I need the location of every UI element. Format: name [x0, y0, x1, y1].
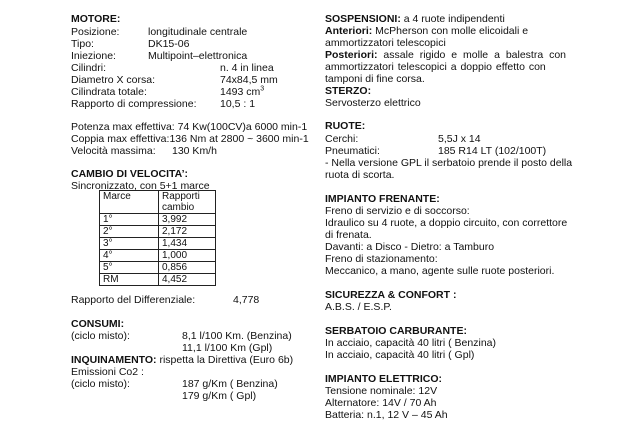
- gear-table-header: [100, 191, 216, 214]
- motore-label-cilindri: Cilindri:: [71, 62, 107, 74]
- motore-title: MOTORE:: [71, 13, 121, 25]
- gear-rapporto: 2,172: [159, 226, 216, 238]
- motore-value-cilindrata: [220, 86, 264, 98]
- consumi-label: (ciclo misto):: [71, 330, 130, 342]
- motore-value-tipo: DK15-06: [148, 38, 190, 50]
- inquinamento-title: INQUINAMENTO:: [71, 354, 157, 366]
- sicurezza-text: A.B.S. / E.S.P.: [325, 301, 392, 313]
- sospensioni-text: a 4 ruote indipendenti: [400, 13, 505, 25]
- pneumatici-label: Pneumatici:: [325, 145, 380, 157]
- motore-label-cilindrata: Cilindrata totale:: [71, 86, 147, 98]
- serbatoio-title: SERBATOIO CARBURANTE:: [325, 325, 467, 337]
- gear-row: [100, 262, 216, 274]
- gear-ratio-table: [99, 190, 216, 286]
- gear-row: [100, 238, 216, 250]
- gear-row: [100, 250, 216, 262]
- gear-marcia: RM: [100, 274, 159, 286]
- serbatoio-line2: In acciaio, capacità 40 litri ( Gpl): [325, 349, 475, 361]
- ruote-note-line2: ruota di scorta.: [325, 169, 395, 181]
- frenante-title: IMPIANTO FRENANTE:: [325, 193, 440, 205]
- sterzo-title: STERZO:: [325, 85, 372, 97]
- posteriori-text: assale rigido e molle a balestra con: [377, 49, 567, 61]
- gear-col-rapporti: Rapporti cambio: [159, 191, 216, 214]
- emissioni-ciclo-label: (ciclo misto):: [71, 378, 130, 390]
- anteriori-text: McPherson con molle elicoidali e: [372, 25, 529, 37]
- gear-rapporto: 4,452: [159, 274, 216, 286]
- sicurezza-title: SICUREZZA & CONFORT :: [325, 289, 457, 301]
- inquinamento-line: [71, 354, 293, 366]
- gear-rapporto: 0,856: [159, 262, 216, 274]
- anteriori-line: [325, 25, 528, 37]
- differenziale-value: 4,778: [233, 294, 260, 306]
- motore-velocita-value: 130 Km/h: [172, 145, 217, 157]
- elettrico-line: Batteria: n.1, 12 V – 45 Ah: [325, 409, 448, 421]
- elettrico-line: Tensione nominale: 12V: [325, 385, 438, 397]
- motore-value-cilindri: n. 4 in linea: [220, 62, 274, 74]
- gear-marcia: 2°: [100, 226, 159, 238]
- frenante-line: Freno di servizio e di soccorso:: [325, 205, 470, 217]
- cambio-subtitle: Sincronizzato, con 5+1 marce: [71, 180, 210, 192]
- elettrico-title: IMPIANTO ELETTRICO:: [325, 373, 443, 385]
- gear-rapporto: 1,434: [159, 238, 216, 250]
- gear-marcia: 5°: [100, 262, 159, 274]
- motore-value-posizione: longitudinale centrale: [148, 26, 248, 38]
- frenante-line: Meccanico, a mano, agente sulle ruote posteriori.: [325, 265, 555, 277]
- posteriori-line3: tamponi di fine corsa.: [325, 73, 425, 85]
- anteriori-label: Anteriori:: [325, 25, 373, 37]
- emissioni-label: Emissioni Co2 :: [71, 366, 144, 378]
- cilindrata-unit-sup: 3: [260, 85, 265, 93]
- posteriori-label: Posteriori:: [325, 49, 378, 61]
- frenante-line: Idraulico su 4 ruote, a doppio circuito, con correttore: [325, 217, 568, 229]
- motore-value-diametro: 74x84,5 mm: [220, 74, 278, 86]
- motore-coppia: Coppia max effettiva:136 Nm at 2800 ~ 3600 min-1: [71, 133, 309, 145]
- serbatoio-line1: In acciaio, capacità 40 litri ( Benzina): [325, 337, 496, 349]
- sterzo-text: Servosterzo elettrico: [325, 97, 421, 109]
- motore-value-iniezione: Multipoint–elettronica: [148, 50, 248, 62]
- anteriori-line2: ammortizzatori telescopici: [325, 37, 446, 49]
- cambio-title: CAMBIO DI VELOCITA’:: [71, 168, 189, 180]
- motore-velocita-label: Velocità massima:: [71, 145, 156, 157]
- gear-col-marce: Marce: [100, 191, 159, 214]
- motore-value-compressione: 10,5 : 1: [220, 98, 256, 110]
- sospensioni-line: [325, 13, 505, 25]
- motore-label-tipo: Tipo:: [71, 38, 94, 50]
- ruote-title: RUOTE:: [325, 120, 366, 132]
- gear-marcia: 3°: [100, 238, 159, 250]
- gear-row: [100, 274, 216, 286]
- frenante-line: Freno di stazionamento:: [325, 253, 438, 265]
- gear-marcia: 1°: [100, 214, 159, 226]
- motore-label-diametro: Diametro X corsa:: [71, 74, 156, 86]
- sospensioni-title: SOSPENSIONI:: [325, 13, 401, 25]
- cerchi-value: 5,5J x 14: [438, 133, 481, 145]
- gear-marcia: 4°: [100, 250, 159, 262]
- elettrico-line: Alternatore: 14V / 70 Ah: [325, 397, 437, 409]
- motore-potenza: Potenza max effettiva: 74 Kw(100CV)a 6000 min-1: [71, 121, 308, 133]
- cerchi-label: Cerchi:: [325, 133, 359, 145]
- consumi-benzina: 8,1 l/100 Km. (Benzina): [182, 330, 292, 342]
- gear-rapporto: 1,000: [159, 250, 216, 262]
- ruote-note-line1: - Nella versione GPL il serbatoio prende il posto della: [325, 157, 573, 169]
- consumi-title: CONSUMI:: [71, 318, 125, 330]
- motore-label-posizione: Posizione:: [71, 26, 120, 38]
- gear-rapporto: 3,992: [159, 214, 216, 226]
- emissioni-benzina: 187 g/Km ( Benzina): [182, 378, 278, 390]
- differenziale-label: Rapporto del Differenziale:: [71, 294, 196, 306]
- pneumatici-value: 185 R14 LT (102/100T): [438, 145, 547, 157]
- consumi-gpl: 11,1 l/100 Km (Gpl): [182, 342, 273, 354]
- frenante-line: di frenata.: [325, 229, 372, 241]
- cilindrata-value-text: 1493 cm: [220, 86, 261, 98]
- frenante-line: Davanti: a Disco - Dietro: a Tamburo: [325, 241, 495, 253]
- gear-row: [100, 214, 216, 226]
- motore-label-iniezione: Iniezione:: [71, 50, 116, 62]
- motore-label-compressione: Rapporto di compressione:: [71, 98, 197, 110]
- inquinamento-text: rispetta la Direttiva (Euro 6b): [156, 354, 294, 366]
- gear-row: [100, 226, 216, 238]
- posteriori-line: [325, 49, 566, 61]
- posteriori-line2: ammortizzatori telescopici a doppio effetto con: [325, 61, 546, 73]
- emissioni-gpl: 179 g/Km ( Gpl): [182, 390, 257, 402]
